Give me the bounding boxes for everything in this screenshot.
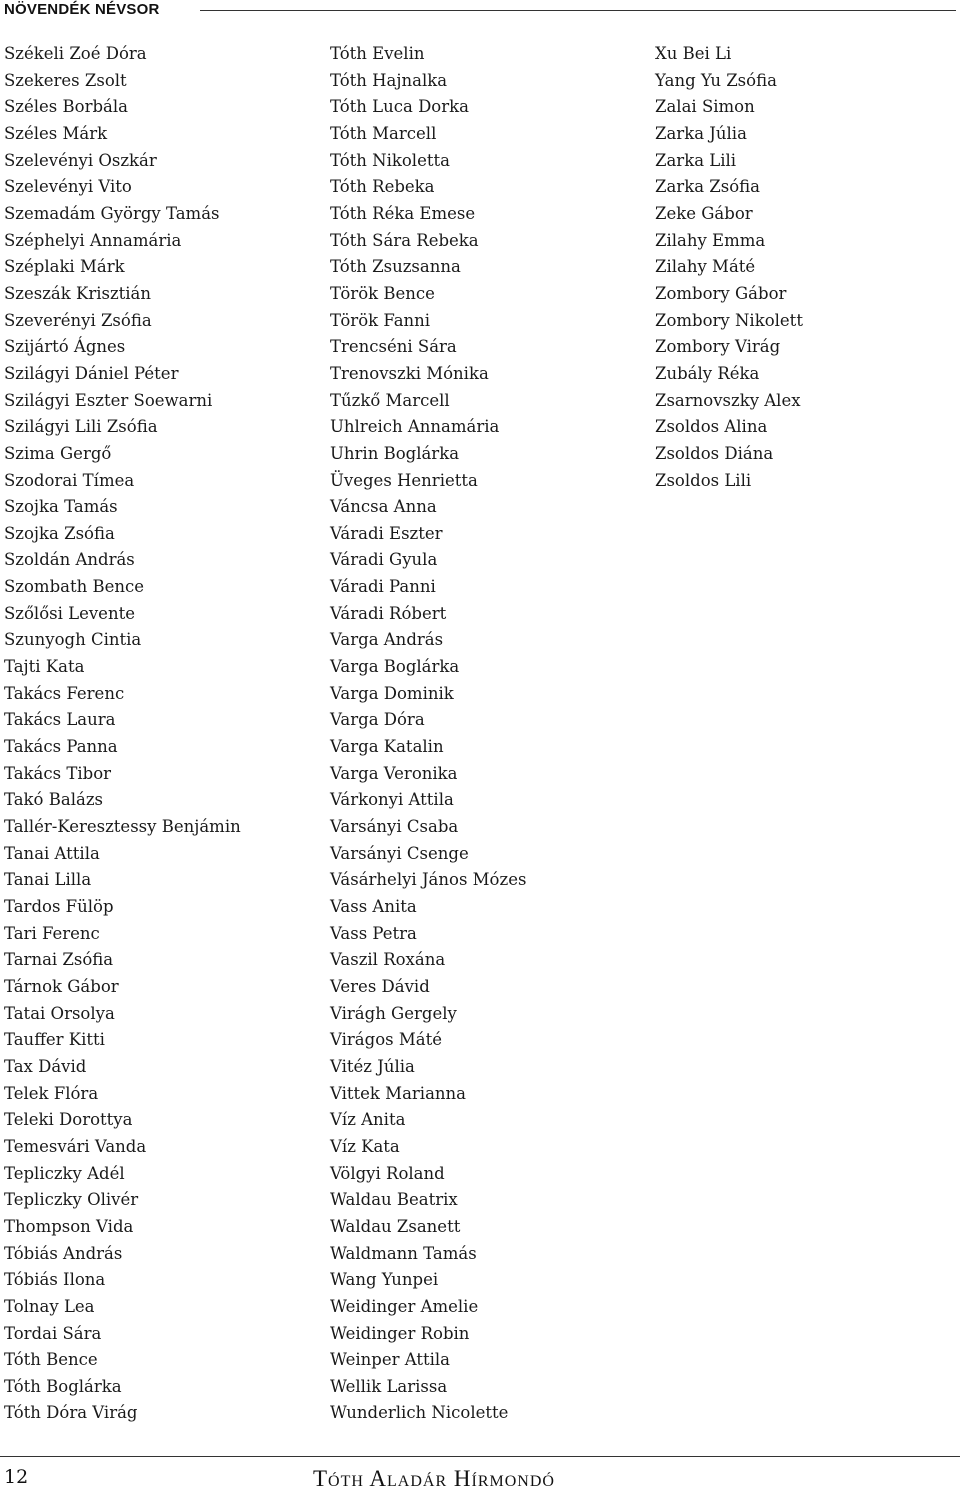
list-item: Székeli Zoé Dóra xyxy=(4,44,147,63)
list-item: Trenovszki Mónika xyxy=(330,363,489,383)
list-item: Vass Anita xyxy=(330,897,417,916)
list-item: Waldau Zsanett xyxy=(330,1216,461,1236)
footer-rule xyxy=(0,1456,960,1457)
list-item: Szilágyi Dániel Péter xyxy=(4,363,179,383)
list-item: Vass Petra xyxy=(330,923,417,943)
list-item: Tárnok Gábor xyxy=(4,976,119,996)
list-item: Vásárhelyi János Mózes xyxy=(330,870,527,890)
name-column-3 xyxy=(655,41,803,494)
list-item: Tűzkő Marcell xyxy=(330,390,450,410)
list-item: Trencséni Sára xyxy=(330,337,457,357)
list-item: Virágh Gergely xyxy=(330,1003,457,1023)
list-item: Zsoldos Alina xyxy=(655,417,768,437)
list-item: Tóth Luca Dorka xyxy=(330,97,469,117)
list-item: Varsányi Csenge xyxy=(330,843,469,863)
list-item: Takács Laura xyxy=(4,710,116,730)
list-item: Tóth Boglárka xyxy=(4,1376,122,1396)
name-column-1 xyxy=(4,41,241,1427)
page-number: 12 xyxy=(4,1466,29,1488)
list-item: Szojka Zsófia xyxy=(4,523,115,543)
list-item: Temesvári Vanda xyxy=(4,1136,147,1156)
publication-title: Tóth Aladár Hírmondó xyxy=(313,1466,555,1491)
list-item: Szilágyi Lili Zsófia xyxy=(4,417,158,437)
list-item: Takács Tibor xyxy=(4,763,112,783)
list-item: Váradi Panni xyxy=(330,577,436,597)
list-item: Váradi Gyula xyxy=(330,550,438,570)
list-item: Tóth Marcell xyxy=(330,123,437,143)
list-item: Szemadám György Tamás xyxy=(4,203,220,223)
list-item: Zombory Nikolett xyxy=(655,310,803,330)
list-item: Tordai Sára xyxy=(4,1323,102,1343)
list-item: Széphelyi Annamária xyxy=(4,230,182,250)
list-item: Szeszák Krisztián xyxy=(4,283,152,303)
list-item: Völgyi Roland xyxy=(330,1163,445,1183)
list-item: Tepliczky Olivér xyxy=(4,1190,139,1210)
list-item: Takó Balázs xyxy=(4,790,103,810)
list-item: Zilahy Máté xyxy=(655,257,756,277)
list-item: Tanai Attila xyxy=(4,843,100,863)
list-item: Török Bence xyxy=(330,283,435,303)
list-item: Zombory Virág xyxy=(655,337,781,357)
list-item: Tóth Rebeka xyxy=(330,177,435,197)
list-item: Varga Veronika xyxy=(330,763,458,783)
list-item: Víz Anita xyxy=(330,1110,406,1130)
list-item: Tajti Kata xyxy=(4,657,85,677)
list-item: Tóth Zsuzsanna xyxy=(330,257,461,277)
list-item: Széplaki Márk xyxy=(4,257,125,277)
list-item: Zarka Zsófia xyxy=(655,177,760,197)
list-item: Tallér-Keresztessy Benjámin xyxy=(4,817,241,837)
list-item: Tardos Fülöp xyxy=(4,897,114,916)
list-item: Váradi Eszter xyxy=(330,523,443,543)
list-item: Xu Bei Li xyxy=(655,44,732,63)
list-item: Varga András xyxy=(330,630,444,650)
list-item: Takács Panna xyxy=(4,737,118,757)
list-item: Szima Gergő xyxy=(4,443,112,463)
list-item: Tanai Lilla xyxy=(4,870,92,890)
list-item: Zsoldos Diána xyxy=(655,443,774,463)
list-item: Tóth Nikoletta xyxy=(330,150,450,170)
list-item: Wellik Larissa xyxy=(330,1376,448,1396)
header-rule xyxy=(200,10,956,11)
list-item: Weidinger Robin xyxy=(330,1323,470,1343)
list-item: Zilahy Emma xyxy=(655,230,766,250)
list-item: Veres Dávid xyxy=(330,976,430,996)
list-item: Zeke Gábor xyxy=(655,203,753,223)
list-item: Zarka Lili xyxy=(655,150,737,170)
list-item: Zsoldos Lili xyxy=(655,470,752,490)
list-item: Szodorai Tímea xyxy=(4,470,135,490)
list-item: Váncsa Anna xyxy=(330,497,437,517)
list-item: Vaszil Roxána xyxy=(330,950,446,970)
list-item: Takács Ferenc xyxy=(4,683,125,703)
list-item: Szombath Bence xyxy=(4,577,145,597)
list-item: Waldmann Tamás xyxy=(330,1243,477,1263)
list-item: Varga Dóra xyxy=(330,710,425,730)
name-column-2 xyxy=(330,41,526,1427)
list-item: Várkonyi Attila xyxy=(330,790,454,810)
list-item: Tóth Sára Rebeka xyxy=(330,230,479,250)
list-item: Tarnai Zsófia xyxy=(4,950,114,970)
page-header xyxy=(4,0,956,22)
list-item: Tari Ferenc xyxy=(4,923,100,943)
section-title: NÖVENDÉK NÉVSOR xyxy=(4,1,160,18)
list-item: Tóbiás András xyxy=(4,1243,123,1263)
list-item: Víz Kata xyxy=(330,1136,400,1156)
list-item: Zsarnovszky Alex xyxy=(655,390,801,410)
list-item: Széles Borbála xyxy=(4,97,128,117)
list-item: Szijártó Ágnes xyxy=(4,337,126,357)
list-item: Tauffer Kitti xyxy=(4,1030,105,1050)
list-item: Uhlreich Annamária xyxy=(330,417,500,437)
list-item: Uhrin Boglárka xyxy=(330,443,460,463)
list-item: Szeverényi Zsófia xyxy=(4,310,152,330)
list-item: Zubály Réka xyxy=(655,363,760,383)
list-item: Weinper Attila xyxy=(330,1350,451,1370)
list-item: Tatai Orsolya xyxy=(4,1003,115,1023)
list-item: Thompson Vida xyxy=(4,1216,134,1236)
list-item: Tóth Dóra Virág xyxy=(4,1403,138,1423)
list-item: Wunderlich Nicolette xyxy=(330,1403,509,1423)
list-item: Szelevényi Vito xyxy=(4,177,132,197)
list-item: Varga Dominik xyxy=(330,683,454,703)
list-item: Varga Boglárka xyxy=(330,657,460,677)
list-item: Wang Yunpei xyxy=(330,1270,439,1290)
list-item: Tax Dávid xyxy=(4,1056,87,1076)
list-item: Szojka Tamás xyxy=(4,497,118,517)
list-item: Varsányi Csaba xyxy=(330,817,459,837)
list-item: Szekeres Zsolt xyxy=(4,70,127,90)
list-item: Vittek Marianna xyxy=(330,1083,466,1103)
list-item: Varga Katalin xyxy=(330,737,444,757)
list-item: Szelevényi Oszkár xyxy=(4,150,157,170)
list-item: Waldau Beatrix xyxy=(330,1190,458,1210)
list-item: Zalai Simon xyxy=(655,97,755,117)
list-item: Tóth Bence xyxy=(4,1350,98,1370)
list-item: Szilágyi Eszter Soewarni xyxy=(4,390,213,410)
list-item: Telek Flóra xyxy=(4,1083,99,1103)
list-item: Török Fanni xyxy=(330,310,431,330)
list-item: Vitéz Júlia xyxy=(330,1056,415,1076)
list-item: Széles Márk xyxy=(4,123,108,143)
list-item: Szőlősi Levente xyxy=(4,603,135,623)
list-item: Tóbiás Ilona xyxy=(4,1270,106,1290)
list-item: Zarka Júlia xyxy=(655,123,747,143)
list-item: Weidinger Amelie xyxy=(330,1296,479,1316)
list-item: Szunyogh Cintia xyxy=(4,630,142,650)
list-item: Szoldán András xyxy=(4,550,135,570)
list-item: Tóth Evelin xyxy=(330,44,425,63)
list-item: Virágos Máté xyxy=(330,1030,442,1050)
list-item: Tolnay Lea xyxy=(4,1296,95,1316)
list-item: Yang Yu Zsófia xyxy=(655,70,777,90)
list-item: Teleki Dorottya xyxy=(4,1110,133,1130)
list-item: Tóth Hajnalka xyxy=(330,70,448,90)
list-item: Tóth Réka Emese xyxy=(330,203,476,223)
list-item: Váradi Róbert xyxy=(330,603,447,623)
list-item: Tepliczky Adél xyxy=(4,1163,125,1183)
list-item: Üveges Henrietta xyxy=(330,470,478,490)
list-item: Zombory Gábor xyxy=(655,283,787,303)
